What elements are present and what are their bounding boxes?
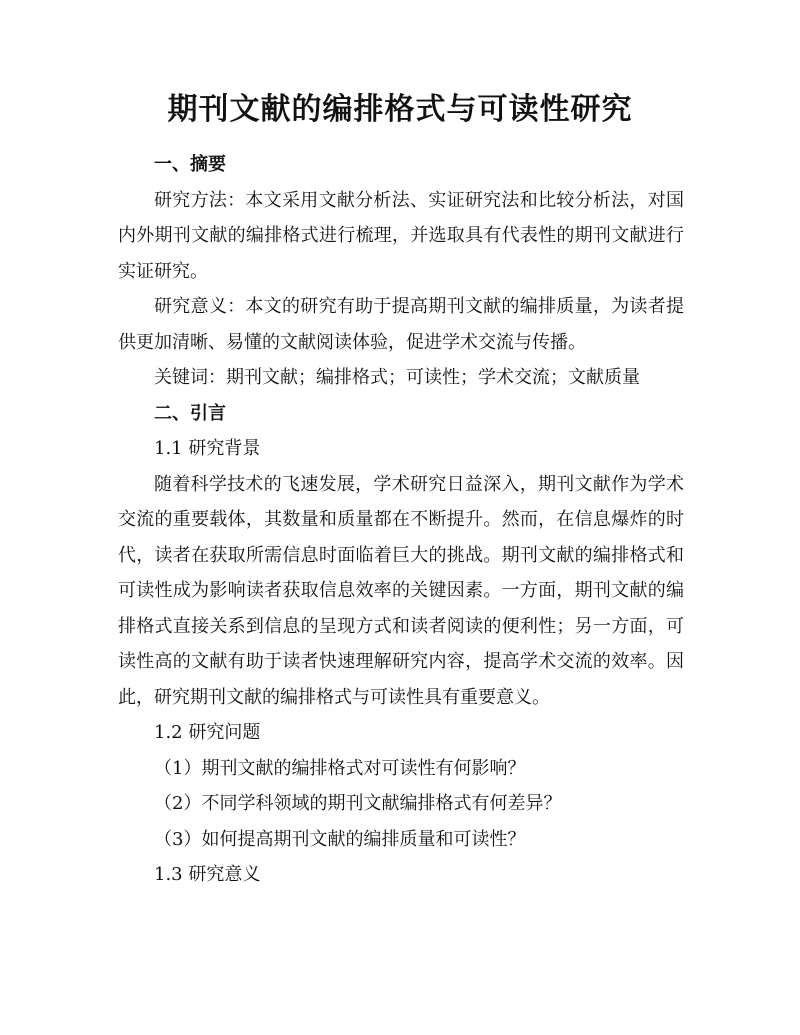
- keywords-line: 关键词：期刊文献；编排格式；可读性；学术交流；文献质量: [154, 367, 640, 388]
- question-item: （3）如何提高期刊文献的编排质量和可读性？: [154, 828, 526, 850]
- question-item: （2）不同学科领域的期刊文献编排格式有何差异？: [154, 793, 562, 814]
- abstract-significance-paragraph: 研究意义：本文的研究有助于提高期刊文献的编排质量，为读者提供更加清晰、易懂的文献阅读体验，促进学术交流与传播。: [118, 296, 684, 353]
- section-heading-intro: 二、引言: [154, 402, 226, 424]
- subheading-questions: 1.2 研究问题: [154, 722, 261, 743]
- subheading-background: 1.1 研究背景: [154, 438, 261, 459]
- page-title: 期刊文献的编排格式与可读性研究: [167, 92, 633, 127]
- document-body: [118, 147, 684, 893]
- abstract-method-paragraph: 研究方法：本文采用文献分析法、实证研究法和比较分析法，对国内外期刊文献的编排格式进行梳理，并选取具有代表性的期刊文献进行实证研究。: [118, 189, 684, 282]
- section-heading-abstract: 一、摘要: [154, 154, 226, 175]
- background-paragraph: 随着科学技术的飞速发展，学术研究日益深入，期刊文献作为学术交流的重要载体，其数量和质量都在不断提升。然而，在信息爆炸的时代，读者在获取所需信息时面临着巨大的挑战。期刊文献的编排格式和可读性成为影响读者获取信息效率的关键因素。一方面，期刊文献的编排格式直接关系到信息的呈现方式和读者阅读的便利性；另一方面，可读性高的文献有助于读者快速理解研究内容，提高学术交流的效率。因此，研究期刊文献的编排格式与可读性具有重要意义。: [118, 473, 684, 708]
- subheading-significance: 1.3 研究意义: [154, 864, 261, 885]
- question-item: （1）期刊文献的编排格式对可读性有何影响？: [154, 757, 526, 779]
